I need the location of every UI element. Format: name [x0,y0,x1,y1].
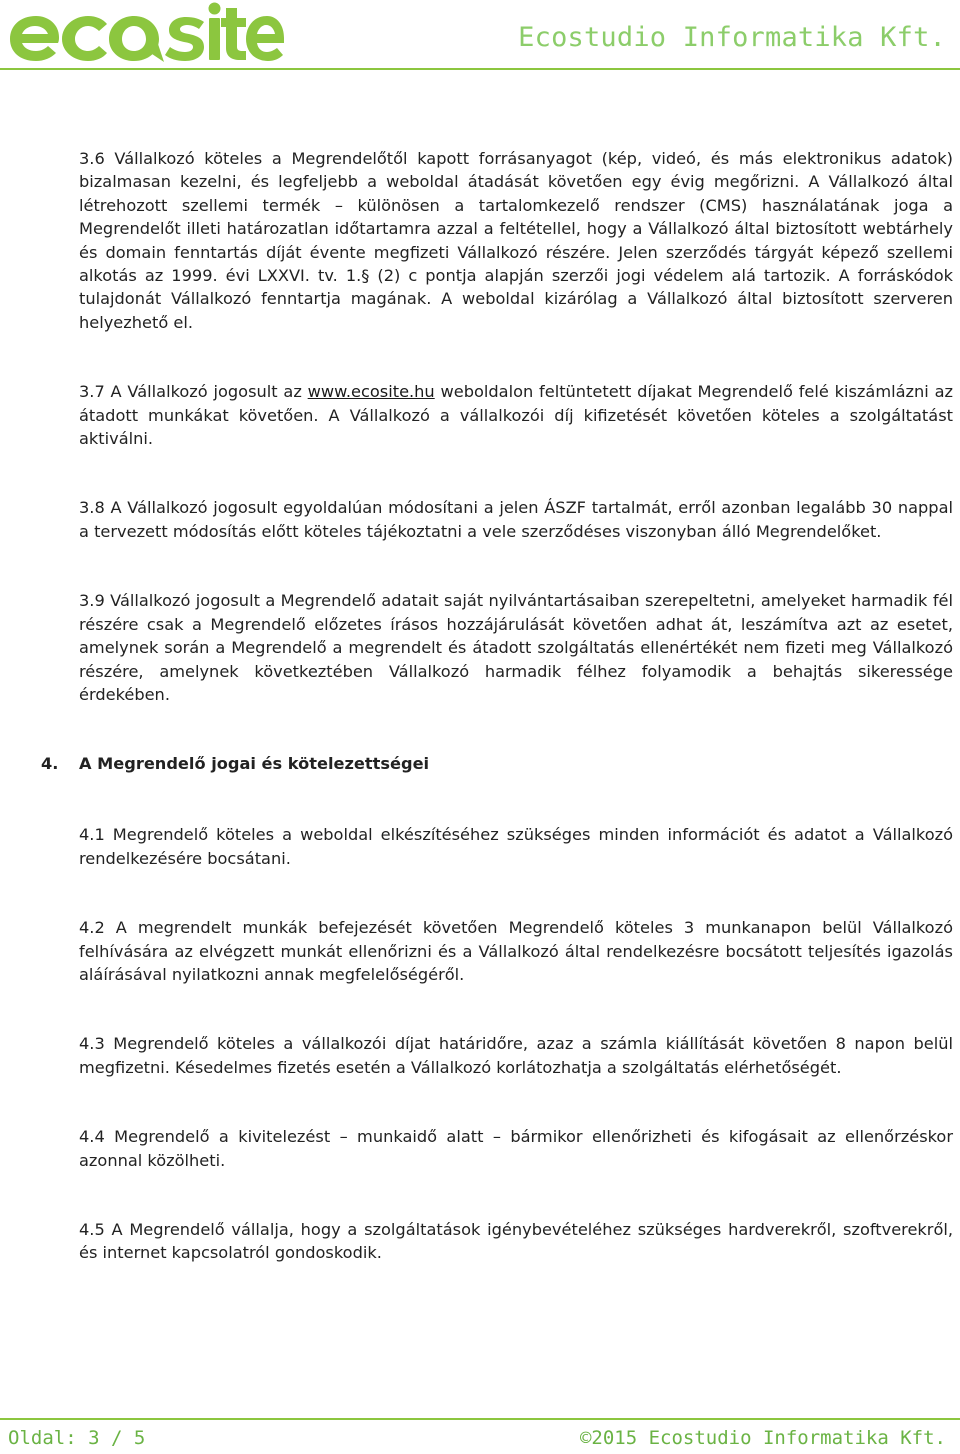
section-4-number: 4. [41,754,59,774]
paragraph-3-8: 3.8 A Vállalkozó jogosult egyoldalúan módosítani a jelen ÁSZF tartalmát, erről azonban legalább 30 nappal a tervezett módosítás előtt köteles tájékoztatni a vele szerződéses viszonyban álló Megrendelőket. [79,498,953,541]
paragraph-3-6: 3.6 Vállalkozó köteles a Megrendelőtől kapott forrásanyagot (kép, videó, és más elektronikus adatok) bizalmasan kezelni, és legfeljebb a weboldal átadását követően egy évig megőrizni. A Vállalkozó által létrehozott szellemi termék – különösen a tartalomkezelő rendszer (CMS) használatának joga a Megrendelőt illeti határozatlan időtartamra azzal a feltétellel, hogy a Vállalkozó által biztosított webtárhely és domain fenntartás díját évente megfizeti Vállalkozó részére. Jelen szerződés tárgyát képező szellemi alkotás az 1999. évi LXXVI. tv. 1.§ (2) c pontja alapján szerzői jogi védelem alá tartozik. A forráskódok tulajdonát Vállalkozó fenntartja magának. A weboldal kizárólag a Vállalkozó által biztosított szerveren helyezhető el. [79,149,953,332]
paragraph-3-7-text-before: 3.7 A Vállalkozó jogosult az [79,382,308,402]
document-body [41,147,954,1311]
header-divider [0,68,960,70]
paragraph-4-3: 4.3 Megrendelő köteles a vállalkozói díjat határidőre, azaz a számla kiállítását követően 8 napon belül megfizetni. Késedelmes fizetés esetén a Vállalkozó korlátozhatja a szolgáltatás elérhetőségét. [79,1034,953,1077]
paragraph-3-7 [79,380,953,450]
copyright-notice: ©2015 Ecostudio Informatika Kft. [579,1427,946,1449]
paragraph-4-2: 4.2 A megrendelt munkák befejezését követően Megrendelő köteles 3 munkanapon belül Vállalkozó felhívására az elvégzett munkát ellenőrizni és a Vállalkozó által rendelkezésre bocsátott teljesítés igazolás aláírásával nyilatkozni annak megfelelőségéről. [79,918,953,984]
company-name: Ecostudio Informatika Kft. [518,22,946,53]
section-4-heading [41,752,953,775]
section-4-title: A Megrendelő jogai és kötelezettségei [79,754,430,774]
paragraph-4-4: 4.4 Megrendelő a kivitelezést – munkaidő alatt – bármikor ellenőrizheti és kifogásait az ellenőrzéskor azonnal közölheti. [79,1127,953,1170]
paragraph-3-7-text-after: weboldalon feltüntetett díjakat Megrendelő felé kiszámlázni az átadott munkákat követően. A Vállalkozó a vállalkozói díj kifizetését követően köteles a szolgáltatást aktiválni. [79,382,954,449]
ecosite-link[interactable]: www.ecosite.hu [307,382,435,402]
page-number: Oldal: 3 / 5 [8,1427,146,1449]
footer-divider [0,1418,960,1420]
ecosite-logo [8,2,284,62]
paragraph-4-5: 4.5 A Megrendelő vállalja, hogy a szolgáltatások igénybevételéhez szükséges hardverekről, szoftverekről, és internet kapcsolatról gondoskodik. [79,1219,953,1263]
paragraph-4-1: 4.1 Megrendelő köteles a weboldal elkészítéséhez szükséges minden információt és adatot a Vállalkozó rendelkezésére bocsátani. [79,825,953,868]
paragraph-3-9: 3.9 Vállalkozó jogosult a Megrendelő adatait saját nyilvántartásaiban szerepeltetni, amelyeket harmadik fél részére csak a Megrendelő előzetes írásos hozzájárulását követően adhat át, leszámítva azt az esetet, amelynek során a Megrendelő a megrendelt és átadott szolgáltatás ellenértékét nem fizeti meg Vállalkozó részére, amelynek következtében Vállalkozó harmadik félhez folyamodik a behajtás sikeressége érdekében. [79,591,953,704]
page-header [0,0,960,70]
